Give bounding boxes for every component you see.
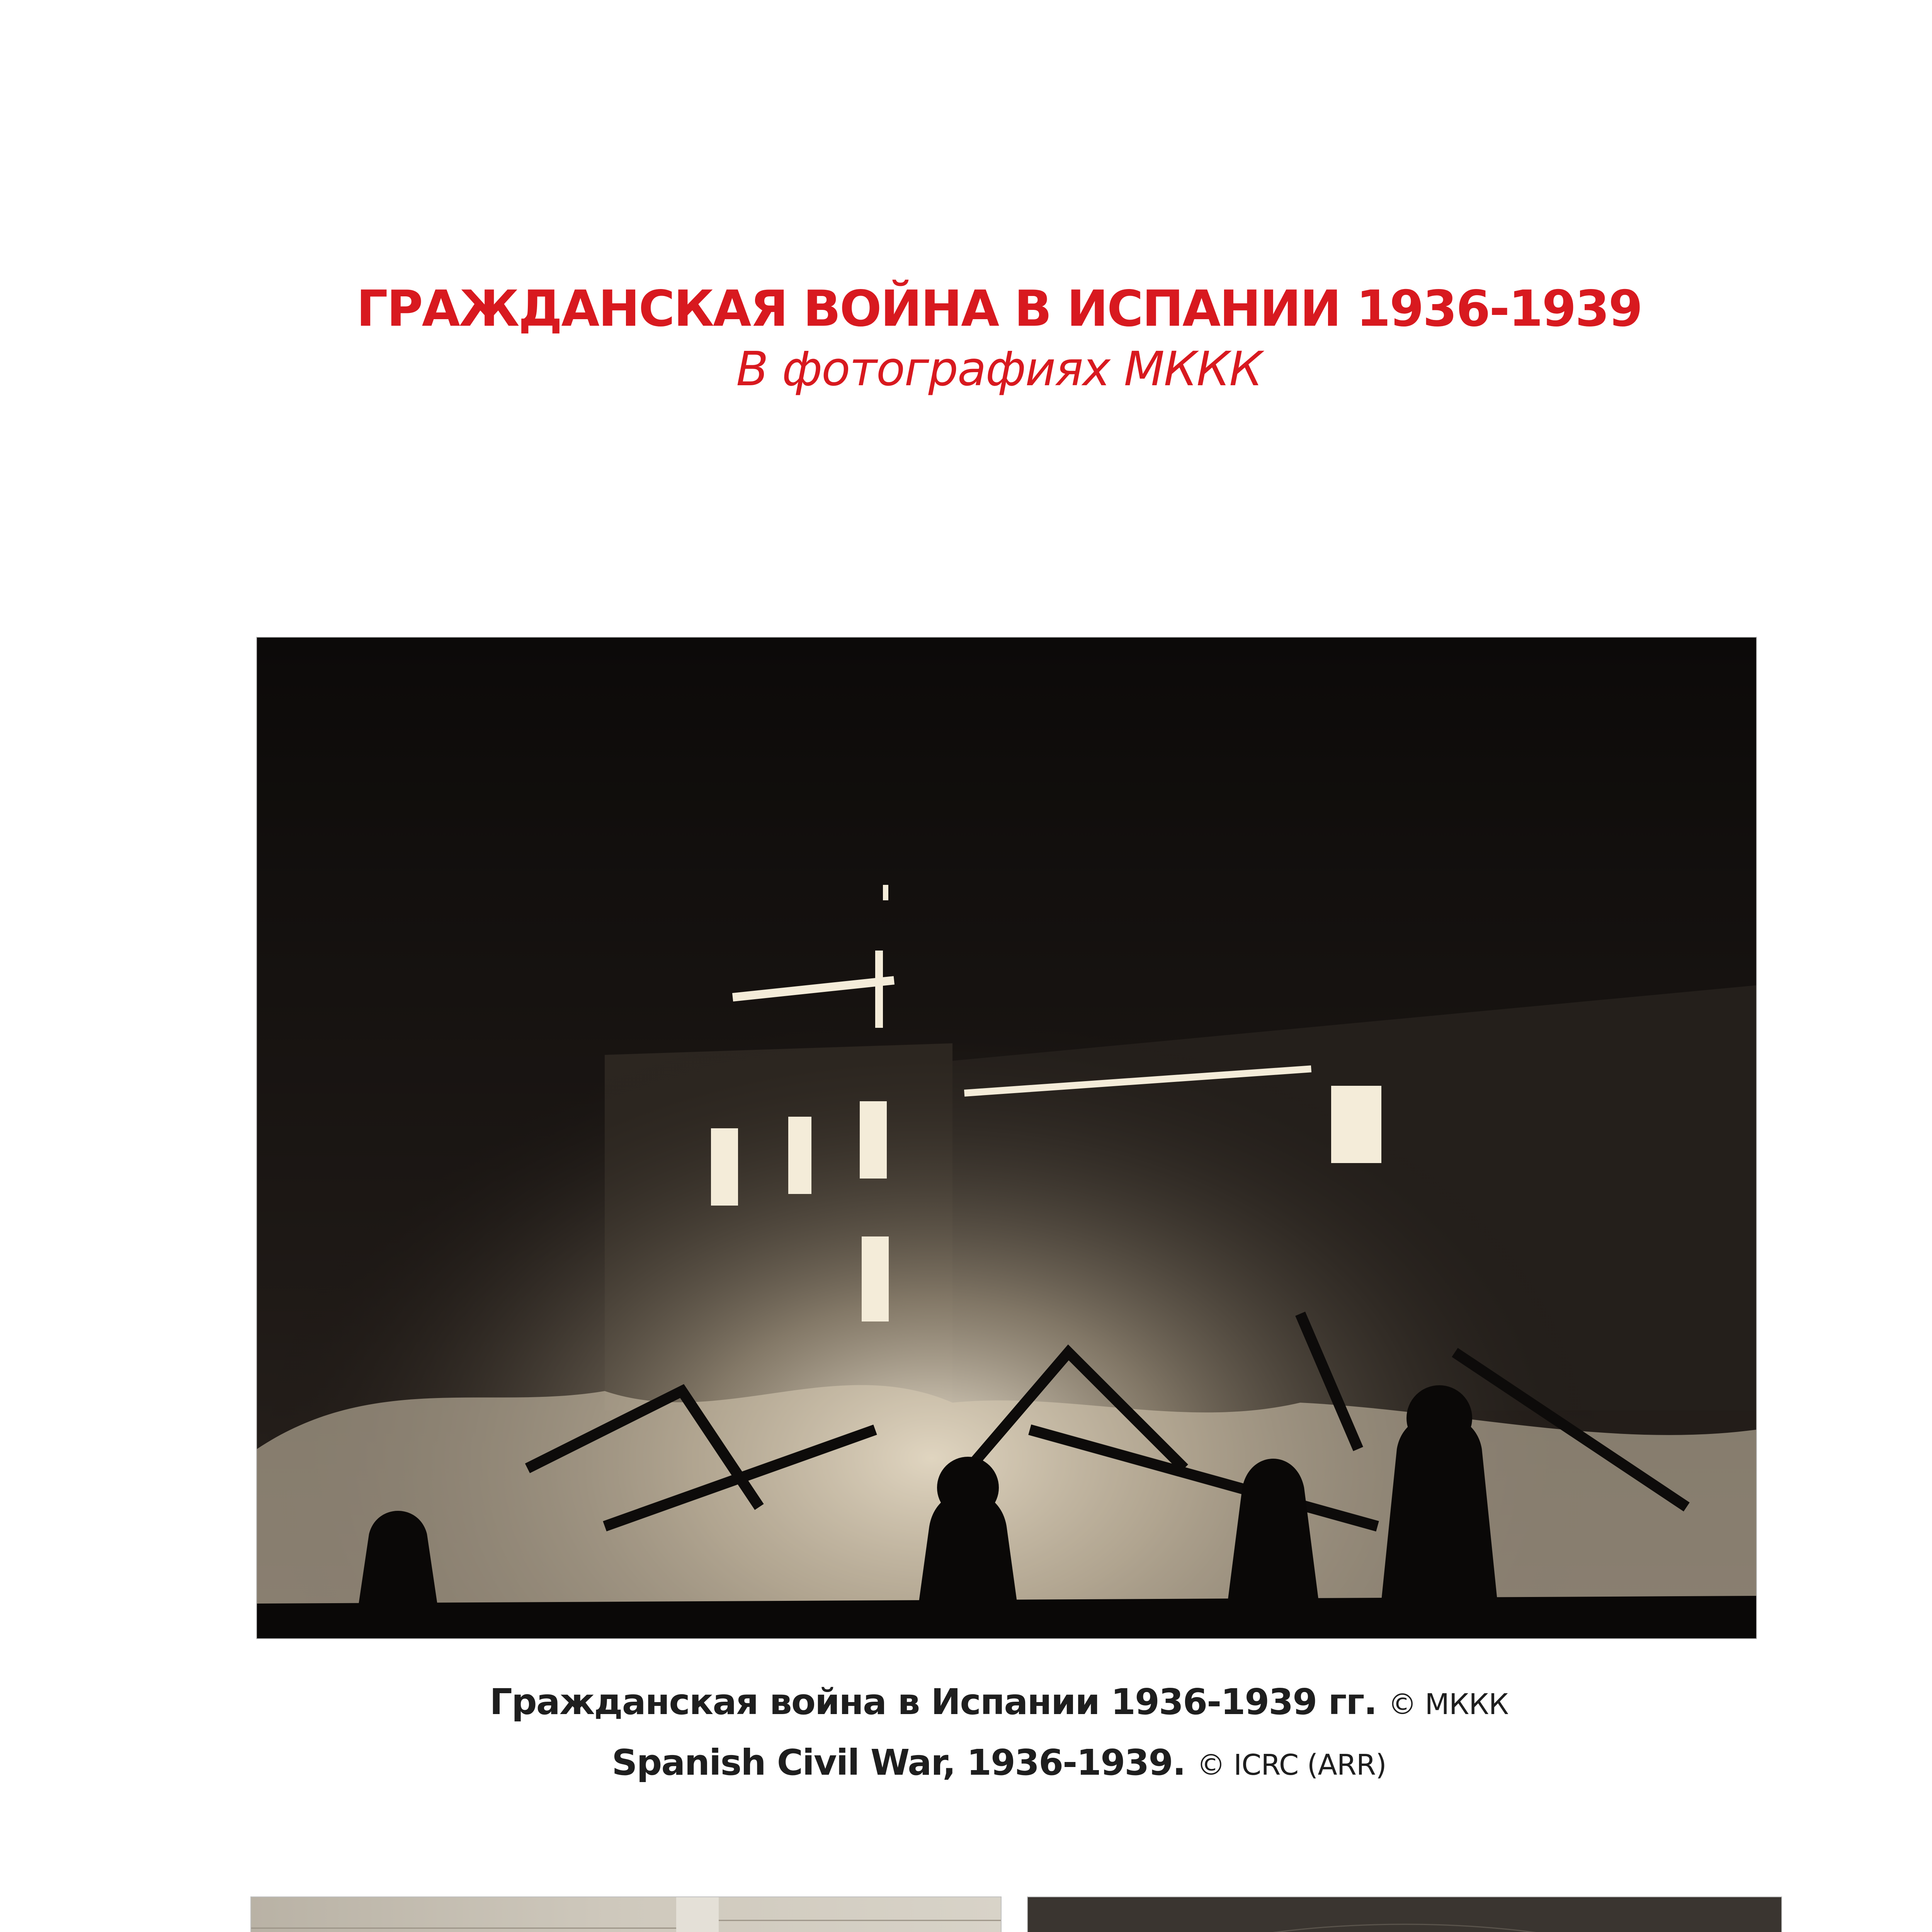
page-header <box>0 278 1932 398</box>
main-photo-caption <box>0 1673 1932 1794</box>
photo-exodus-crowd <box>251 1897 1001 1932</box>
copyright-ru: © МККК <box>1388 1688 1509 1721</box>
photo-burning-building <box>257 638 1756 1638</box>
caption-en-text: Spanish Civil War, 1936-1939. <box>612 1742 1185 1783</box>
copyright-en: © ICRC (ARR) <box>1197 1749 1386 1782</box>
page-title: ГРАЖДАНСКАЯ ВОЙНА В ИСПАНИИ 1936-1939 <box>356 280 1642 338</box>
caption-en-line <box>0 1734 1932 1794</box>
caption-ru-line <box>0 1673 1932 1734</box>
page-subtitle: В фотографиях МККК <box>736 342 1262 396</box>
photo-bomb-shelter <box>1028 1897 1781 1932</box>
caption-ru-text: Гражданская война в Испании 1936-1939 гг. <box>490 1681 1377 1723</box>
